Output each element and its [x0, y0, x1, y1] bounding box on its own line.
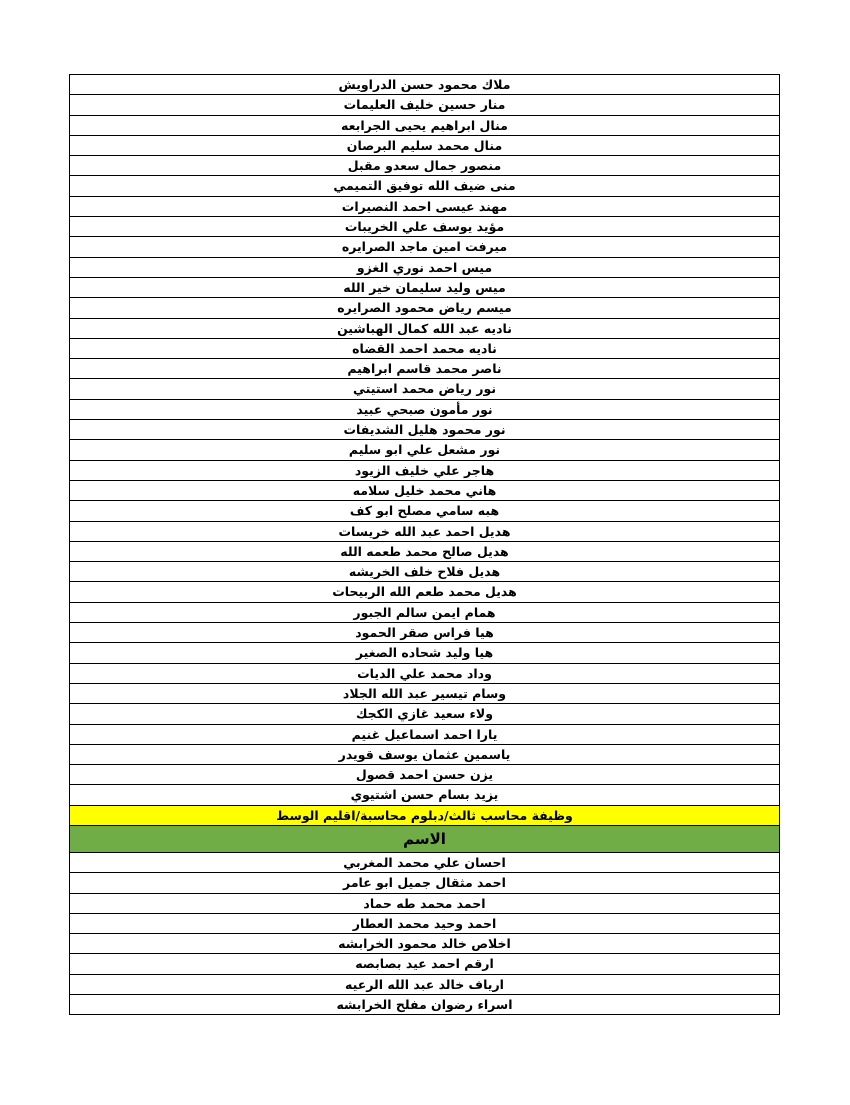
name-cell: ارياف خالد عبد الله الرعيه [70, 974, 780, 994]
name-cell: منى ضيف الله توفيق التميمي [70, 176, 780, 196]
table-row [70, 75, 780, 95]
name-cell: ملاك محمود حسن الدراويش [70, 75, 780, 95]
first-list [70, 75, 780, 806]
name-cell: ناصر محمد قاسم ابراهيم [70, 359, 780, 379]
name-cell: هاجر علي خليف الزيود [70, 460, 780, 480]
name-cell: مهند عيسى احمد النصيرات [70, 196, 780, 216]
table-row [70, 420, 780, 440]
name-cell: هديل احمد عبد الله خريسات [70, 521, 780, 541]
table-row [70, 135, 780, 155]
table-row [70, 643, 780, 663]
table-row [70, 724, 780, 744]
table-row [70, 623, 780, 643]
table-row [70, 852, 780, 872]
name-cell: نور محمود هليل الشديفات [70, 420, 780, 440]
name-cell: ياسمين عثمان يوسف قويدر [70, 744, 780, 764]
name-cell: احمد محمد طه حماد [70, 893, 780, 913]
table-row [70, 521, 780, 541]
name-cell: وداد محمد علي الديات [70, 663, 780, 683]
name-cell: همام ايمن سالم الجبور [70, 602, 780, 622]
table-row [70, 541, 780, 561]
second-list [70, 852, 780, 1014]
table-row [70, 379, 780, 399]
table-row [70, 196, 780, 216]
name-cell: هديل محمد طعم الله الربيحات [70, 582, 780, 602]
name-cell: هيا وليد شحاده الصغير [70, 643, 780, 663]
name-cell: ميسم رياض محمود الصرايره [70, 298, 780, 318]
table-row [70, 785, 780, 805]
name-cell: نور مأمون صبحي عبيد [70, 399, 780, 419]
table-row [70, 257, 780, 277]
name-cell: اسراء رضوان مفلح الخرابشه [70, 995, 780, 1015]
table-row [70, 338, 780, 358]
name-cell: وسام تيسير عبد الله الجلاد [70, 683, 780, 703]
name-cell: ناديه عبد الله كمال الهباشين [70, 318, 780, 338]
name-cell: ارقم احمد عيد بصابصه [70, 954, 780, 974]
table-row [70, 298, 780, 318]
table-row [70, 954, 780, 974]
table-row [70, 277, 780, 297]
table-row [70, 217, 780, 237]
table-row [70, 237, 780, 257]
name-cell: اخلاص خالد محمود الخرابشه [70, 934, 780, 954]
name-cell: احمد وحيد محمد العطار [70, 913, 780, 933]
table-row [70, 460, 780, 480]
section-header-group [70, 805, 780, 852]
table-row [70, 95, 780, 115]
name-cell: نور رياض محمد استيتي [70, 379, 780, 399]
name-cell: منصور جمال سعدو مقبل [70, 156, 780, 176]
name-cell: ميرفت امين ماجد الصرايره [70, 237, 780, 257]
name-cell: منال ابراهيم يحيى الجرابعه [70, 115, 780, 135]
name-cell: هديل فلاح خلف الخريشه [70, 562, 780, 582]
name-cell: يزن حسن احمد قصول [70, 765, 780, 785]
name-cell: نور مشعل علي ابو سليم [70, 440, 780, 460]
table-row [70, 744, 780, 764]
name-cell: هديل صالح محمد طعمه الله [70, 541, 780, 561]
section-title-row [70, 805, 780, 825]
table-row [70, 913, 780, 933]
name-cell: احمد مثقال جميل ابو عامر [70, 873, 780, 893]
name-cell: مؤيد يوسف علي الخريبات [70, 217, 780, 237]
name-cell: احسان علي محمد المغربي [70, 852, 780, 872]
column-header-row [70, 825, 780, 852]
names-table [69, 74, 780, 1015]
table-row [70, 440, 780, 460]
name-cell: ناديه محمد احمد القضاه [70, 338, 780, 358]
table-row [70, 318, 780, 338]
table-row [70, 501, 780, 521]
table-row [70, 399, 780, 419]
table-row [70, 934, 780, 954]
table-row [70, 974, 780, 994]
name-cell: منار حسين خليف العليمات [70, 95, 780, 115]
table-row [70, 480, 780, 500]
name-cell: يزيد بسام حسن اشتيوي [70, 785, 780, 805]
table-row [70, 704, 780, 724]
name-cell: ولاء سعيد غازي الكجك [70, 704, 780, 724]
table-row [70, 765, 780, 785]
table-row [70, 893, 780, 913]
table-row [70, 663, 780, 683]
name-cell: هاني محمد خليل سلامه [70, 480, 780, 500]
table-row [70, 359, 780, 379]
section-title: وظيفة محاسب ثالث/دبلوم محاسبة/اقليم الوسط [70, 805, 780, 825]
name-cell: ميس احمد نوري الغزو [70, 257, 780, 277]
table-row [70, 995, 780, 1015]
name-cell: منال محمد سليم البرصان [70, 135, 780, 155]
name-cell: ميس وليد سليمان خير الله [70, 277, 780, 297]
table-row [70, 602, 780, 622]
table-row [70, 176, 780, 196]
name-cell: هيا فراس صقر الحمود [70, 623, 780, 643]
column-header-name: الاسم [70, 825, 780, 852]
table-row [70, 582, 780, 602]
table-row [70, 156, 780, 176]
table-row [70, 562, 780, 582]
table-row [70, 873, 780, 893]
table-row [70, 683, 780, 703]
name-cell: يارا احمد اسماعيل غنيم [70, 724, 780, 744]
table-row [70, 115, 780, 135]
name-cell: هبه سامي مصلح ابو كف [70, 501, 780, 521]
